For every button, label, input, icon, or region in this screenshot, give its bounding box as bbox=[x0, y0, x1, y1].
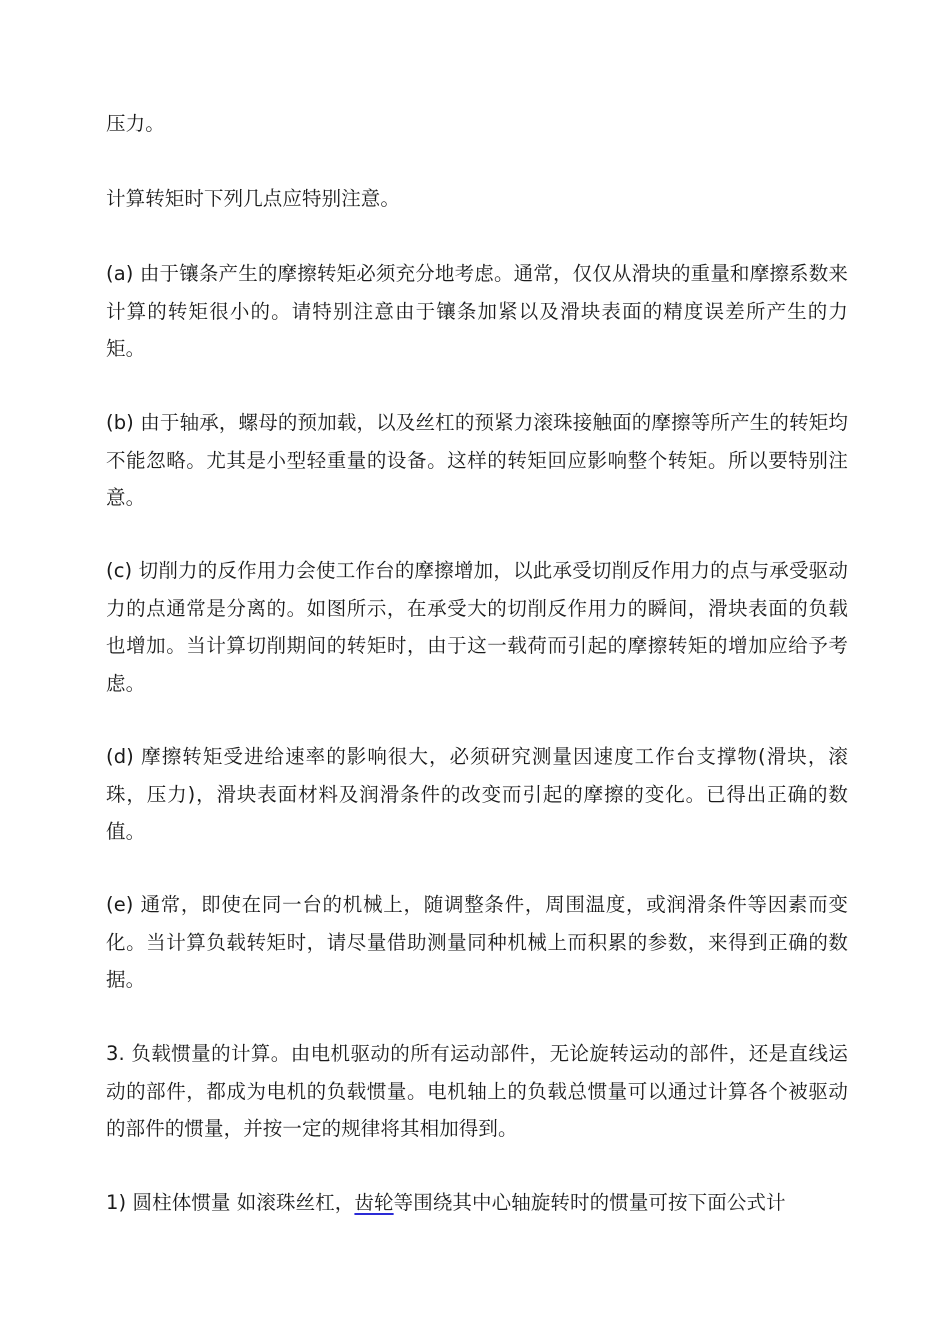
paragraph-item-e: (e) 通常，即使在同一台的机械上，随调整条件，周围温度，或润滑条件等因素而变化。当计算负载转矩时，请尽量借助测量同种机械上而积累的参数，来得到正确的数据。 bbox=[106, 893, 848, 991]
paragraph-torque-notes-intro: 计算转矩时下列几点应特别注意。 bbox=[106, 187, 401, 210]
paragraph-cylinder-inertia bbox=[106, 1184, 848, 1222]
paragraph-item-c: (c) 切削力的反作用力会使工作台的摩擦增加，以此承受切削反作用力的点与承受驱动力的点通常是分离的。如图所示，在承受大的切削反作用力的瞬间，滑块表面的负载也增加。当计算切削期间的转矩时，由于这一载荷而引起的摩擦转矩的增加应给予考虑。 bbox=[106, 559, 848, 695]
gear-link[interactable]: 齿轮 bbox=[354, 1191, 394, 1214]
paragraph-pressure-end: 压力。 bbox=[106, 112, 165, 135]
paragraph-item-d: (d) 摩擦转矩受进给速率的影响很大，必须研究测量因速度工作台支撑物(滑块，滚珠，压力)，滑块表面材料及润滑条件的改变而引起的摩擦的变化。已得出正确的数值。 bbox=[106, 745, 848, 843]
cylinder-inertia-text-before: 1) 圆柱体惯量 如滚珠丝杠， bbox=[106, 1191, 355, 1214]
paragraph-item-a: (a) 由于镶条产生的摩擦转矩必须充分地考虑。通常，仅仅从滑块的重量和摩擦系数来计算的转矩很小的。请特别注意由于镶条加紧以及滑块表面的精度误差所产生的力矩。 bbox=[106, 262, 848, 360]
paragraph-item-b: (b) 由于轴承，螺母的预加载，以及丝杠的预紧力滚珠接触面的摩擦等所产生的转矩均不能忽略。尤其是小型轻重量的设备。这样的转矩回应影响整个转矩。所以要特别注意。 bbox=[106, 411, 848, 509]
paragraph-load-inertia: 3. 负载惯量的计算。由电机驱动的所有运动部件，无论旋转运动的部件，还是直线运动的部件，都成为电机的负载惯量。电机轴上的负载总惯量可以通过计算各个被驱动的部件的惯量，并按一定的规律将其相加得到。 bbox=[106, 1042, 848, 1140]
cylinder-inertia-text-after: 等围绕其中心轴旋转时的惯量可按下面公式计 bbox=[393, 1191, 786, 1214]
